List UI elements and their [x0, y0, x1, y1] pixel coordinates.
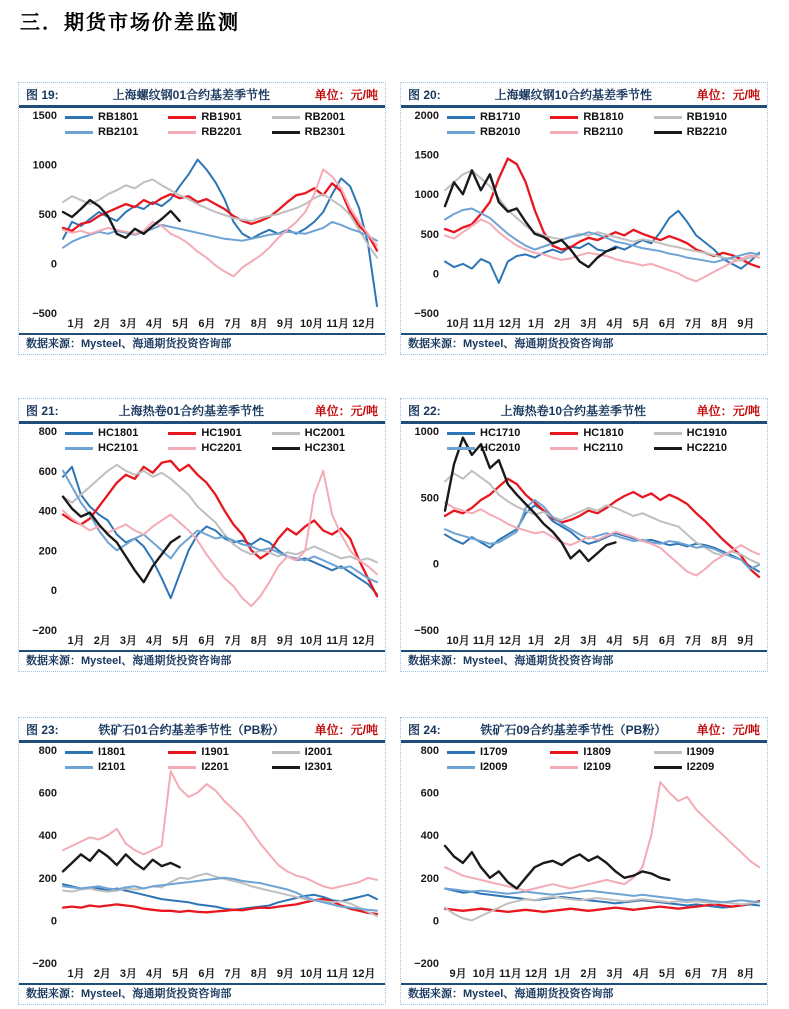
x-tick-label: 3月 — [580, 635, 598, 647]
legend-item-HC2301 — [272, 442, 367, 454]
legend-label: HC2301 — [304, 442, 346, 454]
line-chart-svg — [401, 108, 767, 333]
y-tick-label: 800 — [38, 426, 57, 438]
plot-area — [19, 424, 385, 650]
y-tick-label: 500 — [420, 492, 439, 505]
legend-item-RB1910 — [654, 111, 749, 123]
legend-line-swatch — [272, 766, 300, 769]
line-chart-svg — [401, 743, 767, 983]
legend-item-I1901 — [168, 746, 263, 758]
x-tick-label: 9月 — [737, 635, 755, 647]
legend-label: RB1810 — [583, 111, 624, 123]
y-tick-label: −500 — [414, 625, 439, 637]
plot-area — [401, 108, 767, 333]
y-tick-label: 1500 — [414, 149, 439, 162]
x-tick-label: 12月 — [524, 968, 549, 980]
data-source: 数据来源：Mysteel、海通期货投资咨询部 — [26, 338, 232, 350]
chart-panel-fig19 — [18, 82, 386, 355]
data-source: 数据来源：Mysteel、海通期货投资咨询部 — [26, 988, 232, 1000]
legend-line-swatch — [654, 447, 682, 450]
x-tick-label: 6月 — [658, 318, 676, 330]
series-line-I2209 — [445, 846, 669, 889]
legend-label: HC2001 — [304, 427, 346, 439]
legend-label: I2101 — [98, 761, 126, 773]
x-tick-label: 5月 — [172, 635, 190, 647]
legend-line-swatch — [272, 432, 300, 435]
legend-line-swatch — [550, 751, 578, 754]
series-line-I2301 — [63, 850, 180, 871]
x-tick-label: 4月 — [146, 968, 164, 980]
legend-label: RB2110 — [583, 126, 624, 138]
chart-legend — [65, 746, 367, 773]
line-chart-svg — [19, 743, 385, 983]
legend-label: I1809 — [583, 746, 611, 758]
legend-item-HC1710 — [447, 427, 542, 439]
chart-title: 上海热卷01合约基差季节性 — [118, 403, 264, 418]
y-tick-label: 200 — [38, 872, 57, 885]
legend-label: RB2210 — [686, 126, 728, 138]
x-tick-label: 4月 — [146, 318, 164, 330]
x-tick-label: 5月 — [632, 318, 650, 330]
y-tick-label: 400 — [38, 505, 57, 518]
x-tick-label: 6月 — [198, 968, 216, 980]
legend-label: I2109 — [583, 761, 611, 773]
legend-item-RB1710 — [447, 111, 542, 123]
chart-header — [401, 83, 767, 105]
x-tick-label: 3月 — [119, 318, 137, 330]
legend-line-swatch — [272, 116, 300, 119]
x-tick-label: 10月 — [446, 318, 470, 330]
chart-unit-label: 单位：元/吨 — [696, 87, 760, 102]
y-tick-label: −200 — [32, 625, 57, 637]
legend-item-I1809 — [550, 746, 645, 758]
legend-label: I1801 — [98, 746, 126, 758]
x-tick-label: 7月 — [711, 968, 729, 980]
chart-title: 铁矿石09合约基差季节性（PB粉） — [480, 722, 667, 737]
y-tick-label: 0 — [50, 915, 57, 928]
x-tick-label: 5月 — [172, 318, 190, 330]
x-tick-label: 12月 — [352, 968, 376, 980]
legend-line-swatch — [65, 131, 93, 134]
legend-item-I1909 — [654, 746, 749, 758]
series-line-RB2101 — [63, 222, 377, 248]
chart-header — [19, 399, 385, 421]
x-tick-label: 2月 — [93, 635, 111, 647]
legend-label: RB1710 — [480, 111, 521, 123]
plot-area — [401, 743, 767, 983]
x-tick-label: 1月 — [67, 318, 85, 330]
chart-legend — [65, 111, 367, 138]
x-tick-label: 12月 — [352, 318, 376, 330]
line-chart-svg — [401, 424, 767, 650]
chart-header — [19, 718, 385, 740]
legend-label: RB1910 — [686, 111, 728, 123]
legend-item-RB2210 — [654, 126, 749, 138]
legend-label: HC1901 — [201, 427, 242, 439]
x-tick-label: 9月 — [737, 318, 755, 330]
x-tick-label: 1月 — [554, 968, 572, 980]
y-tick-label: −500 — [414, 308, 439, 320]
legend-item-I2101 — [65, 761, 160, 773]
legend-label: RB1801 — [98, 111, 139, 123]
x-tick-label: 5月 — [658, 968, 676, 980]
legend-label: I2209 — [686, 761, 715, 773]
x-tick-label: 2月 — [93, 968, 111, 980]
legend-label: I2009 — [480, 761, 508, 773]
x-tick-label: 4月 — [632, 968, 650, 980]
legend-label: HC1910 — [686, 427, 728, 439]
y-tick-label: 0 — [432, 915, 439, 928]
chart-header — [19, 83, 385, 105]
legend-line-swatch — [550, 447, 578, 450]
chart-title: 上海螺纹钢10合约基差季节性 — [494, 87, 652, 102]
chart-title: 铁矿石01合约基差季节性（PB粉） — [98, 722, 285, 737]
series-line-HC2101 — [63, 471, 377, 582]
legend-label: I2301 — [304, 761, 333, 773]
legend-item-HC2101 — [65, 442, 160, 454]
chart-title: 上海热卷10合约基差季节性 — [500, 403, 646, 418]
x-tick-label: 11月 — [499, 968, 522, 980]
x-tick-label: 8月 — [737, 968, 755, 980]
x-tick-label: 7月 — [224, 635, 242, 647]
y-tick-label: 600 — [38, 787, 57, 800]
x-tick-label: 11月 — [472, 635, 496, 647]
x-tick-label: 1月 — [67, 635, 85, 647]
legend-item-RB2201 — [168, 126, 263, 138]
legend-item-I2001 — [272, 746, 367, 758]
chart-legend — [447, 427, 749, 454]
chart-unit-label: 单位：元/吨 — [696, 403, 760, 418]
legend-line-swatch — [550, 766, 578, 769]
y-tick-label: 0 — [432, 268, 439, 281]
y-tick-label: −200 — [414, 958, 439, 970]
legend-line-swatch — [65, 447, 93, 450]
x-tick-label: 11月 — [326, 635, 350, 647]
chart-unit-label: 单位：元/吨 — [314, 87, 378, 102]
figure-label: 图 20: — [408, 87, 441, 102]
figure-label: 图 21: — [26, 403, 59, 418]
legend-item-HC2010 — [447, 442, 542, 454]
legend-label: HC1710 — [480, 427, 521, 439]
y-tick-label: 0 — [432, 558, 439, 571]
x-tick-label: 6月 — [198, 318, 216, 330]
y-tick-label: 500 — [38, 209, 57, 221]
x-tick-label: 8月 — [250, 635, 268, 647]
x-tick-label: 12月 — [352, 635, 376, 647]
line-chart-svg — [19, 424, 385, 650]
x-tick-label: 2月 — [554, 635, 572, 647]
section-title: 三．期货市场价差监测 — [20, 12, 240, 34]
legend-item-RB2301 — [272, 126, 367, 138]
x-tick-label: 7月 — [224, 968, 242, 980]
x-tick-label: 5月 — [632, 635, 650, 647]
x-tick-label: 5月 — [172, 968, 190, 980]
x-tick-label: 2月 — [580, 968, 598, 980]
legend-line-swatch — [168, 751, 196, 754]
legend-item-I2301 — [272, 761, 367, 773]
y-tick-label: 1000 — [414, 189, 439, 202]
legend-label: RB2001 — [304, 111, 346, 123]
legend-line-swatch — [168, 432, 196, 435]
y-tick-label: 0 — [50, 585, 57, 598]
chart-legend — [65, 427, 367, 454]
legend-item-I2201 — [168, 761, 263, 773]
x-tick-label: 12月 — [498, 635, 523, 647]
legend-line-swatch — [65, 116, 93, 119]
chart-panel-fig20 — [400, 82, 768, 355]
data-source: 数据来源：Mysteel、海通期货投资咨询部 — [408, 988, 614, 1000]
data-source: 数据来源：Mysteel、海通期货投资咨询部 — [408, 338, 614, 350]
data-source: 数据来源：Mysteel、海通期货投资咨询部 — [408, 655, 614, 667]
x-tick-label: 12月 — [498, 318, 523, 330]
x-tick-label: 4月 — [606, 318, 624, 330]
x-tick-label: 10月 — [472, 968, 496, 980]
chart-panel-fig23 — [18, 717, 386, 1005]
x-tick-label: 10月 — [299, 318, 324, 330]
chart-panel-fig24 — [400, 717, 768, 1005]
legend-label: HC2110 — [583, 442, 624, 454]
x-tick-label: 3月 — [119, 635, 137, 647]
legend-item-HC1801 — [65, 427, 160, 439]
legend-item-HC1810 — [550, 427, 645, 439]
legend-line-swatch — [447, 766, 475, 769]
legend-label: HC1801 — [98, 427, 139, 439]
x-tick-label: 8月 — [250, 318, 268, 330]
chart-unit-label: 单位：元/吨 — [696, 722, 760, 737]
legend-line-swatch — [168, 447, 196, 450]
x-tick-label: 7月 — [685, 318, 703, 330]
legend-item-HC2001 — [272, 427, 367, 439]
y-tick-label: 600 — [38, 465, 57, 478]
line-chart-svg — [19, 108, 385, 333]
legend-item-I1801 — [65, 746, 160, 758]
legend-label: I1901 — [201, 746, 229, 758]
y-tick-label: 400 — [38, 830, 57, 843]
legend-line-swatch — [65, 751, 93, 754]
legend-line-swatch — [654, 751, 682, 754]
legend-line-swatch — [654, 131, 682, 134]
legend-item-RB2001 — [272, 111, 367, 123]
y-tick-label: 800 — [420, 745, 439, 757]
chart-panel-fig22 — [400, 398, 768, 672]
legend-label: I1709 — [480, 746, 508, 758]
series-line-I2001 — [63, 874, 377, 917]
legend-item-I1709 — [447, 746, 542, 758]
y-tick-label: −500 — [32, 308, 57, 320]
x-tick-label: 6月 — [658, 635, 676, 647]
legend-label: RB2101 — [98, 126, 139, 138]
x-tick-label: 3月 — [606, 968, 624, 980]
x-tick-label: 9月 — [276, 318, 294, 330]
chart-header — [401, 399, 767, 421]
x-tick-label: 6月 — [685, 968, 703, 980]
legend-line-swatch — [447, 751, 475, 754]
legend-item-HC2201 — [168, 442, 263, 454]
series-line-I2109 — [445, 782, 759, 891]
chart-unit-label: 单位：元/吨 — [314, 722, 378, 737]
legend-line-swatch — [168, 766, 196, 769]
plot-area — [19, 743, 385, 983]
x-tick-label: 8月 — [711, 635, 729, 647]
chart-legend — [447, 111, 749, 138]
legend-line-swatch — [272, 447, 300, 450]
plot-area — [401, 424, 767, 650]
legend-line-swatch — [550, 432, 578, 435]
chart-unit-label: 单位：元/吨 — [314, 403, 378, 418]
legend-item-HC2210 — [654, 442, 749, 454]
y-tick-label: 200 — [420, 872, 439, 885]
x-tick-label: 11月 — [326, 318, 350, 330]
y-tick-label: 600 — [420, 787, 439, 800]
y-tick-label: 2000 — [414, 110, 439, 122]
legend-item-HC2110 — [550, 442, 645, 454]
legend-label: I2201 — [201, 761, 229, 773]
legend-label: RB1901 — [201, 111, 242, 123]
x-tick-label: 7月 — [224, 318, 242, 330]
legend-label: HC2101 — [98, 442, 139, 454]
x-tick-label: 7月 — [685, 635, 703, 647]
legend-line-swatch — [654, 766, 682, 769]
y-tick-label: 1500 — [32, 110, 57, 122]
legend-item-RB1901 — [168, 111, 263, 123]
legend-label: HC1810 — [583, 427, 624, 439]
legend-line-swatch — [65, 432, 93, 435]
legend-label: RB2010 — [480, 126, 521, 138]
y-tick-label: 1000 — [32, 159, 57, 172]
legend-label: HC2010 — [480, 442, 521, 454]
legend-line-swatch — [272, 751, 300, 754]
chart-title: 上海螺纹钢01合约基差季节性 — [112, 87, 270, 102]
figure-label: 图 24: — [408, 722, 441, 737]
legend-line-swatch — [447, 116, 475, 119]
x-tick-label: 1月 — [528, 318, 546, 330]
x-tick-label: 1月 — [528, 635, 546, 647]
legend-line-swatch — [447, 447, 475, 450]
legend-line-swatch — [168, 131, 196, 134]
series-line-I2201 — [63, 771, 377, 888]
y-tick-label: 800 — [38, 745, 57, 757]
legend-line-swatch — [550, 116, 578, 119]
x-tick-label: 10月 — [299, 635, 324, 647]
x-tick-label: 9月 — [276, 635, 294, 647]
legend-item-RB2010 — [447, 126, 542, 138]
legend-label: I2001 — [304, 746, 333, 758]
x-tick-label: 8月 — [711, 318, 729, 330]
legend-line-swatch — [447, 432, 475, 435]
x-tick-label: 11月 — [326, 968, 350, 980]
x-tick-label: 4月 — [146, 635, 164, 647]
legend-item-RB1810 — [550, 111, 645, 123]
x-tick-label: 2月 — [554, 318, 572, 330]
x-tick-label: 9月 — [276, 968, 294, 980]
y-tick-label: 400 — [420, 830, 439, 843]
legend-line-swatch — [65, 766, 93, 769]
chart-panel-fig21 — [18, 398, 386, 672]
x-tick-label: 8月 — [250, 968, 268, 980]
legend-item-HC1910 — [654, 427, 749, 439]
legend-line-swatch — [654, 116, 682, 119]
legend-line-swatch — [168, 116, 196, 119]
legend-item-I2009 — [447, 761, 542, 773]
x-tick-label: 11月 — [472, 318, 496, 330]
y-tick-label: 500 — [420, 228, 439, 241]
x-tick-label: 1月 — [67, 968, 85, 980]
plot-area — [19, 108, 385, 333]
x-tick-label: 6月 — [198, 635, 216, 647]
legend-item-RB2110 — [550, 126, 645, 138]
data-source: 数据来源：Mysteel、海通期货投资咨询部 — [26, 655, 232, 667]
x-tick-label: 10月 — [446, 635, 470, 647]
y-tick-label: 200 — [38, 545, 57, 558]
series-line-HC2001 — [63, 465, 377, 563]
legend-label: I1909 — [686, 746, 715, 758]
legend-item-I2109 — [550, 761, 645, 773]
x-tick-label: 3月 — [119, 968, 137, 980]
legend-line-swatch — [654, 432, 682, 435]
figure-label: 图 23: — [26, 722, 59, 737]
legend-line-swatch — [272, 131, 300, 134]
legend-item-I2209 — [654, 761, 749, 773]
x-tick-label: 2月 — [93, 318, 111, 330]
legend-label: HC2210 — [686, 442, 728, 454]
y-tick-label: −200 — [32, 958, 57, 970]
y-tick-label: 0 — [50, 258, 57, 271]
legend-label: HC2201 — [201, 442, 242, 454]
chart-header — [401, 718, 767, 740]
legend-line-swatch — [447, 131, 475, 134]
y-tick-label: 1000 — [414, 426, 439, 438]
chart-legend — [447, 746, 749, 773]
figure-label: 图 19: — [26, 87, 59, 102]
legend-item-HC1901 — [168, 427, 263, 439]
legend-item-RB2101 — [65, 126, 160, 138]
x-tick-label: 4月 — [606, 635, 624, 647]
x-tick-label: 10月 — [299, 968, 324, 980]
x-tick-label: 3月 — [580, 318, 598, 330]
figure-label: 图 22: — [408, 403, 441, 418]
legend-label: RB2201 — [201, 126, 242, 138]
x-tick-label: 9月 — [449, 968, 467, 980]
legend-item-RB1801 — [65, 111, 160, 123]
legend-label: RB2301 — [304, 126, 346, 138]
legend-line-swatch — [550, 131, 578, 134]
